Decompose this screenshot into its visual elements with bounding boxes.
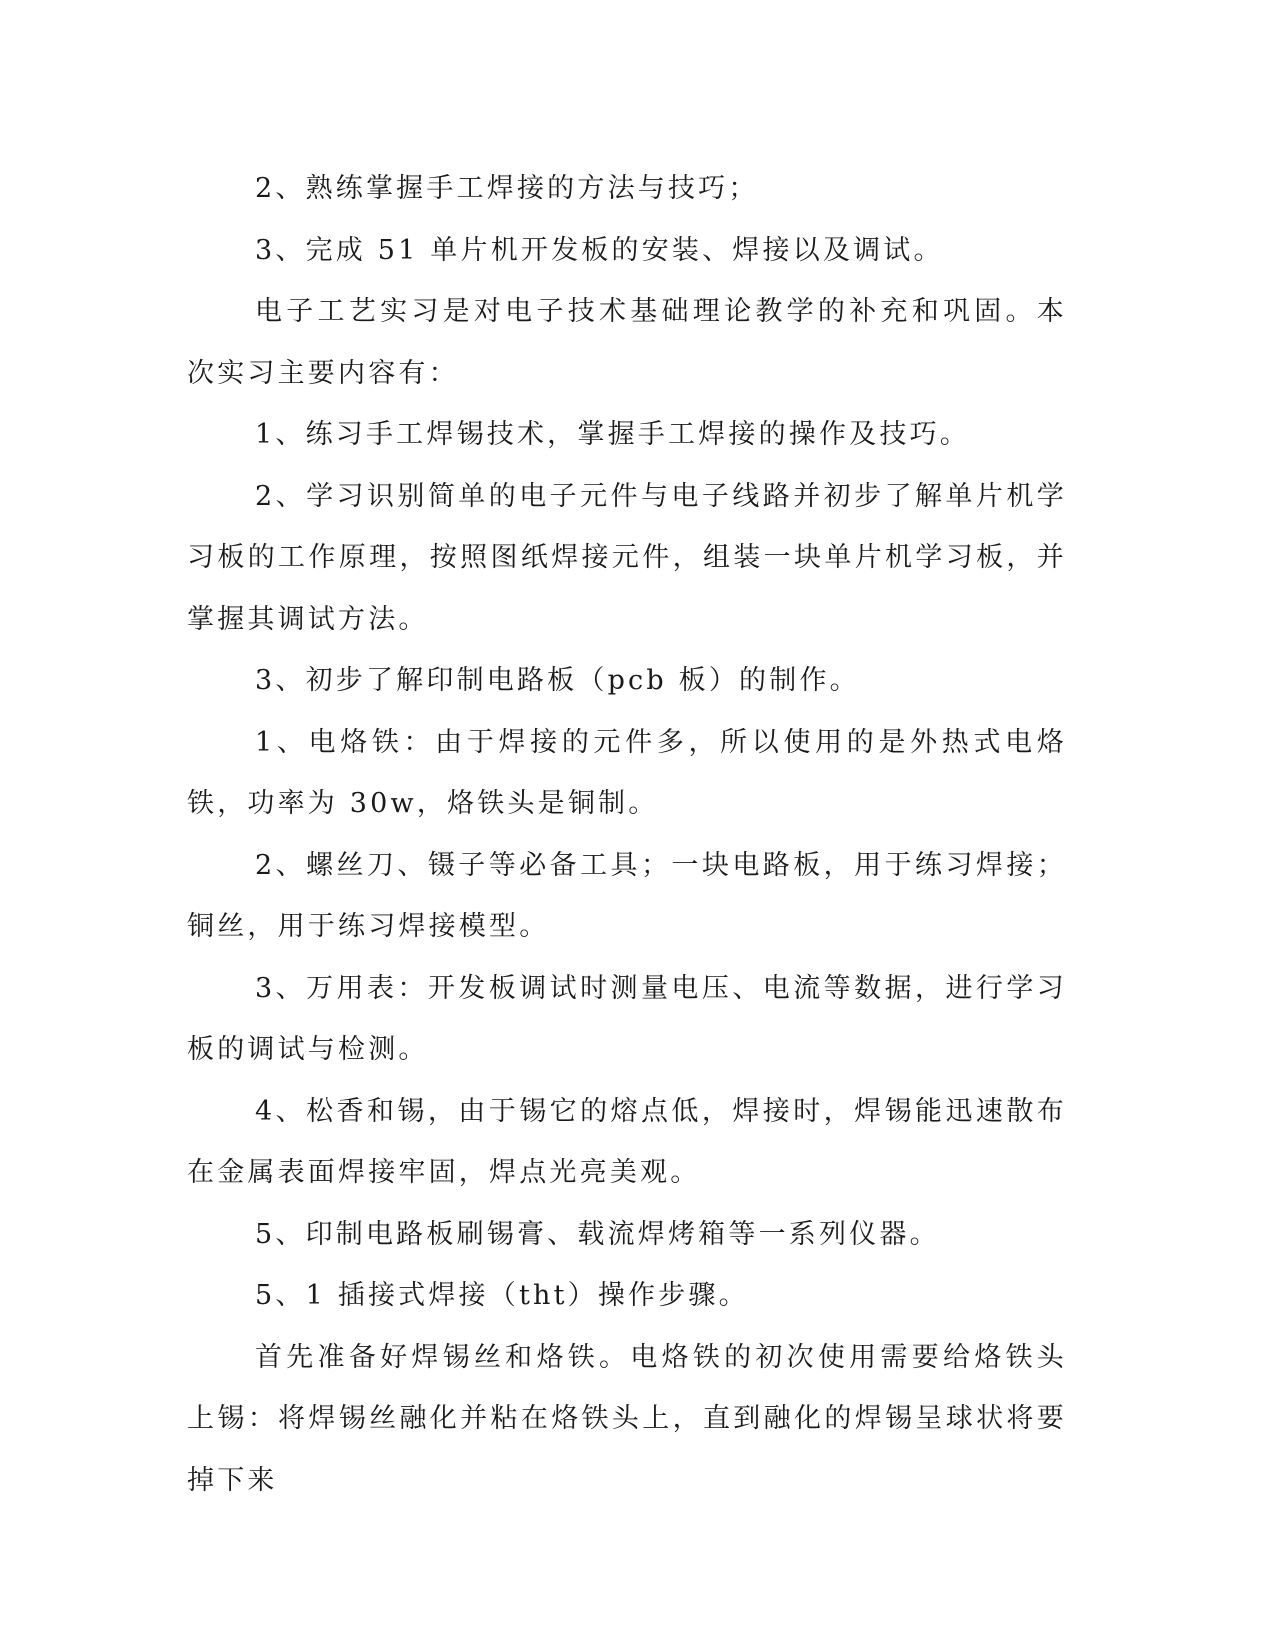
document-body: [187, 158, 1067, 1511]
paragraph-intro: 电子工艺实习是对电子技术基础理论教学的补充和巩固。本次实习主要内容有：: [187, 296, 1067, 389]
paragraph-tool-3: 3、万用表：开发板调试时测量电压、电流等数据，进行学习板的调试与检测。: [187, 972, 1067, 1065]
paragraph-step-heading: 5、1 插接式焊接（tht）操作步骤。: [255, 1280, 749, 1311]
paragraph-goal-3: 3、完成 51 单片机开发板的安装、焊接以及调试。: [255, 234, 944, 266]
paragraph-tool-5: 5、印制电路板刷锡膏、载流焊烤箱等一系列仪器。: [255, 1218, 940, 1250]
paragraph-tool-2: 2、螺丝刀、镊子等必备工具；一块电路板，用于练习焊接；铜丝，用于练习焊接模型。: [187, 849, 1067, 942]
paragraph-content-1: 1、练习手工焊锡技术，掌握手工焊接的操作及技巧。: [255, 419, 970, 450]
paragraph-tool-4: 4、松香和锡，由于锡它的熔点低，焊接时，焊锡能迅速散布在金属表面焊接牢固，焊点光亮美观。: [187, 1095, 1067, 1188]
paragraph-tool-1: 1、电烙铁：由于焊接的元件多，所以使用的是外热式电烙铁，功率为 30w，烙铁头是铜制。: [187, 726, 1067, 819]
paragraph-content-2: 2、学习识别简单的电子元件与电子线路并初步了解单片机学习板的工作原理，按照图纸焊接元件，组装一块单片机学习板，并掌握其调试方法。: [187, 480, 1067, 635]
paragraph-goal-2: 2、熟练掌握手工焊接的方法与技巧；: [255, 173, 759, 204]
paragraph-step-body: 首先准备好焊锡丝和烙铁。电烙铁的初次使用需要给烙铁头上锡：将焊锡丝融化并粘在烙铁头上，直到融化的焊锡呈球状将要掉下来: [187, 1341, 1067, 1496]
paragraph-content-3: 3、初步了解印制电路板（pcb 板）的制作。: [255, 665, 860, 696]
